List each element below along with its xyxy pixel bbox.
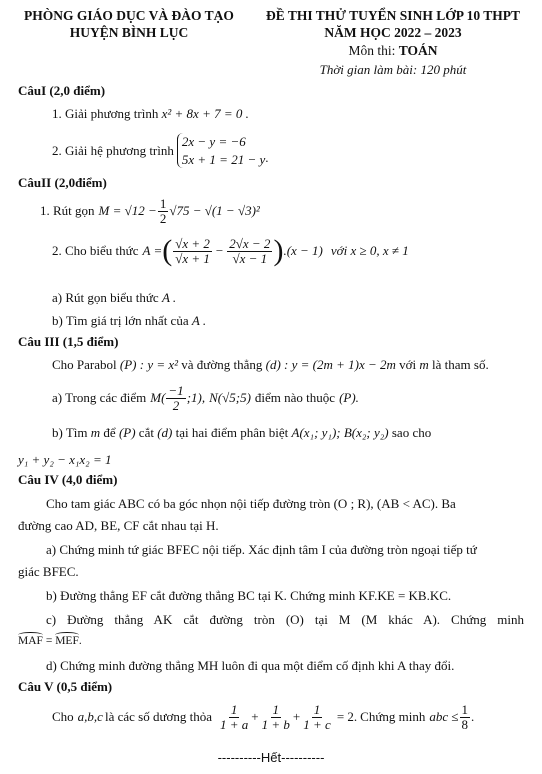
q4-a-line2: giác BFEC. (18, 564, 79, 579)
q3-a-n: N(√5;5) (209, 390, 251, 406)
q5-fraction-b (260, 703, 292, 731)
q1-system (177, 133, 265, 168)
q4-c-line1 (46, 612, 524, 628)
q2-item1-label: 1. Rút gọn (40, 203, 95, 219)
q2-half-den: 2 (159, 210, 167, 226)
q3-intro-c: với (399, 357, 417, 372)
q3-a (52, 384, 359, 412)
header-right-line1: ĐỀ THI THỬ TUYỂN SINH LỚP 10 THPT (266, 8, 520, 23)
q2-fraction1 (173, 237, 212, 265)
q2-sub-b-var: A . (191, 313, 207, 328)
q4-angle-mef: MEF (55, 635, 79, 647)
q3-b-text: b) Tìm (52, 425, 88, 440)
q3-b (52, 425, 431, 441)
q2-f1-num: √x + 2 (175, 236, 210, 251)
q2-a-tail: .(x − 1) (283, 243, 323, 259)
subject-label: Môn thi: (348, 43, 399, 58)
q5-fraction-c (301, 703, 333, 731)
q5-plus1: + (251, 709, 259, 725)
q5-vars: a,b,c (77, 709, 103, 725)
q2-title: CâuII (2,0điểm) (18, 175, 107, 190)
q5-plus2: + (292, 709, 301, 725)
q1-item1 (52, 106, 249, 122)
q4-c-line2 (18, 635, 82, 647)
q3-intro-line: (d) : y = (2m + 1)x − 2m (265, 357, 396, 372)
q3-a-m2: ;1), (186, 390, 206, 406)
q5-f2-num: 1 (272, 702, 280, 717)
q3-intro-m: m (419, 357, 429, 372)
q5-text-a: Cho (52, 709, 74, 725)
q3-a-fden: 2 (172, 397, 180, 413)
q2-half-fraction (158, 197, 169, 225)
header-left-line2: HUYỆN BÌNH LỤC (69, 25, 189, 40)
q3-a-p: (P). (339, 390, 359, 406)
q4-title: Câu IV (4,0 điểm) (18, 472, 118, 487)
q2-minus: − (215, 243, 224, 259)
q4-a-line1: a) Chứng minh tứ giác BFEC nội tiếp. Xác định tâm I của đường tròn ngoại tiếp tứ (46, 542, 477, 557)
q2-m-expr-a: M = √12 − (98, 203, 157, 219)
q4-b: b) Đường thẳng EF cắt đường thẳng BC tại K. Chứng minh KF.KE = KB.KC. (46, 588, 452, 603)
q5-fraction-result (460, 703, 471, 731)
q2-sub-b-text: b) Tìm giá trị lớn nhất của (52, 313, 189, 328)
q2-fraction2 (227, 237, 272, 265)
q4-angle-eq: = (45, 635, 53, 647)
q3-a-tail: điểm nào thuộc (254, 390, 336, 406)
q5-text-c: Chứng minh (360, 709, 426, 725)
header-left-line1: PHÒNG GIÁO DỤC VÀ ĐÀO TẠO (24, 8, 234, 23)
q1-system-line2: 5x + 1 = 21 − y (181, 151, 266, 167)
q3-intro (52, 357, 489, 373)
q2-f1-den: √x + 1 (175, 250, 210, 266)
q5-f1-den: 1 + a (220, 716, 249, 732)
q3-intro-e: là tham số. (432, 357, 489, 372)
q3-b-text5: sao cho (391, 425, 432, 440)
q4-intro-line1: Cho tam giác ABC có ba góc nhọn nội tiếp đường tròn (O ; R), (AB < AC). Ba (46, 496, 456, 511)
q3-a-text: a) Trong các điểm (52, 390, 147, 406)
q2-item2-label: 2. Cho biểu thức (52, 243, 139, 259)
q5-f1-num: 1 (230, 702, 238, 717)
q4-angle-maf: MAF (18, 635, 43, 647)
q2-condition: với x ≥ 0, x ≠ 1 (330, 243, 409, 259)
q3-b-d: (d) (157, 425, 173, 440)
q5-body (52, 703, 474, 731)
q2-sub-a-var: A . (161, 290, 177, 305)
q1-item1-label: 1. Giải phương trình (52, 106, 159, 121)
q3-title: Câu III (1,5 điểm) (18, 334, 119, 349)
q3-intro-parabola: (P) : y = x² (119, 357, 179, 372)
q2-f2-num: 2√x − 2 (229, 236, 271, 251)
subject-name: TOÁN (398, 43, 438, 58)
q3-b-text2: để (103, 425, 116, 440)
q5-f3-den: 1 + c (303, 716, 331, 732)
q2-sub-b (52, 313, 206, 329)
q5-fraction-a (218, 703, 250, 731)
q5-f3-num: 1 (313, 702, 321, 717)
q1-item2 (52, 133, 268, 168)
q4-d: d) Chứng minh đường thẳng MH luôn đi qua một điểm cố định khi A thay đổi. (46, 658, 455, 673)
subject-line (248, 43, 538, 59)
q3-b-p: (P) (118, 425, 136, 440)
q1-system-end: . (265, 149, 269, 165)
q3-b-equation: y₁ + y₂ − x₁x₂ = 1 (18, 452, 112, 467)
q5-f2-den: 1 + b (261, 716, 290, 732)
q3-a-m1: M( (150, 390, 166, 406)
q3-a-fraction (166, 384, 185, 412)
q1-title: CâuI (2,0 điểm) (18, 83, 106, 98)
q3-b-text3: cắt (138, 425, 154, 440)
q5-r-den: 8 (461, 716, 469, 732)
q2-sub-a (52, 290, 176, 306)
q2-item1 (40, 197, 260, 225)
q5-end: . (471, 709, 475, 725)
header-right-line2: NĂM HỌC 2022 – 2023 (324, 25, 462, 40)
q3-b-m: m (90, 425, 101, 440)
q4-c-end: . (78, 635, 82, 647)
q2-half-num: 1 (159, 196, 167, 211)
q5-r-num: 1 (461, 702, 469, 717)
q3-b-points: A(x₁; y₁); B(x₂; y₂) (291, 425, 389, 440)
q3-intro-b: và đường thẳng (181, 357, 263, 372)
q1-system-line1: 2x − y = −6 (181, 134, 246, 149)
q2-sub-a-text: a) Rút gọn biểu thức (52, 290, 159, 305)
q3-a-fnum: −1 (168, 383, 184, 398)
q4-intro-line2: đường cao AD, BE, CF cắt nhau tại H. (18, 518, 219, 533)
q4-c-text: c) Đường thẳng AK cắt đường tròn (O) tại M (M khác A). Chứng minh (46, 612, 524, 627)
q1-equation: x² + 8x + 7 = 0 . (161, 106, 249, 121)
q2-f2-den: √x − 1 (232, 250, 268, 266)
q2-a-lhs: A = (142, 243, 163, 259)
footer-end-mark: ----------Hết---------- (217, 750, 325, 765)
q5-text-b: là các số dương thỏa (104, 709, 213, 725)
q1-item2-label: 2. Giải hệ phương trình (52, 142, 174, 158)
q5-eq2: = 2. (336, 709, 358, 725)
q2-m-expr-b: √75 − √(1 − √3)² (169, 203, 260, 219)
q2-item2: 2. Cho biểu thức A = ( $\frac{√x + 2}{√x + 1}$ − $\frac{2√x - 2}{√x - 1}$ ) .(x − 1) với x ≥ 0, x ≠ 1 (52, 234, 409, 268)
q5-title: Câu V (0,5 điểm) (18, 679, 113, 694)
q3-intro-a: Cho Parabol (52, 357, 117, 372)
q5-abc: abc ≤ (429, 709, 459, 725)
exam-time: Thời gian làm bài: 120 phút (319, 62, 467, 77)
q3-b-text4: tại hai điểm phân biệt (175, 425, 289, 440)
